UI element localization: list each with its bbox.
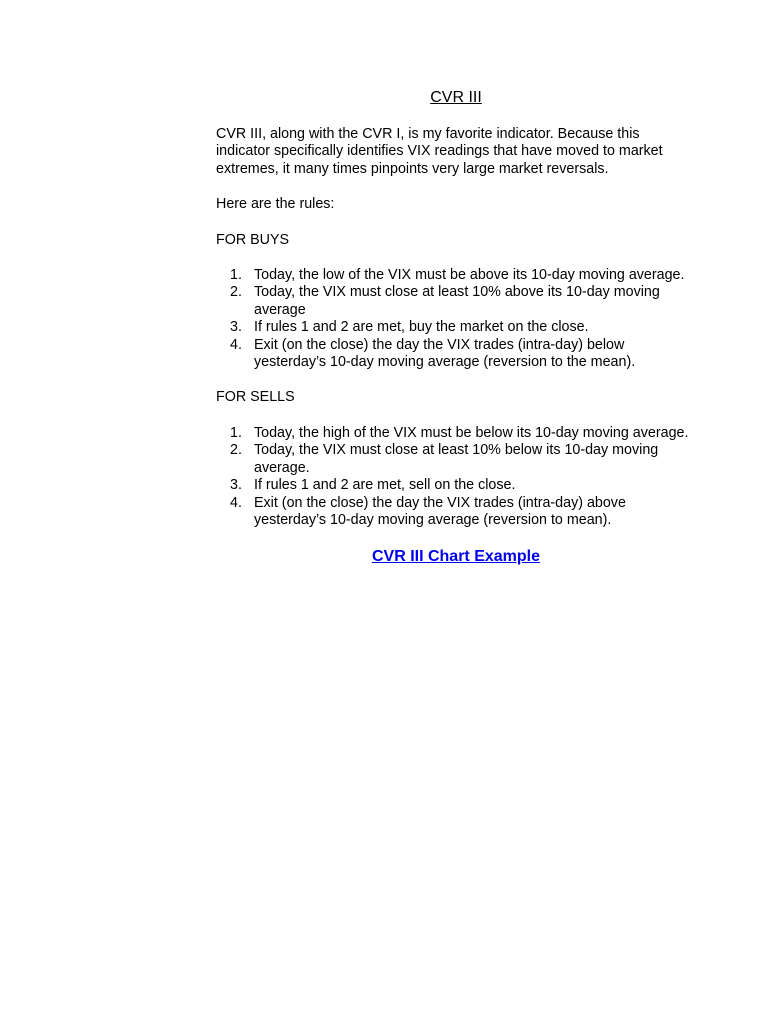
sells-heading: FOR SELLS [216, 389, 295, 406]
rules-intro: Here are the rules: [216, 196, 335, 213]
list-item [216, 477, 696, 494]
list-item [216, 319, 696, 336]
list-number: 4. [230, 494, 242, 511]
list-number: 4. [230, 336, 242, 353]
list-item [216, 337, 696, 372]
buys-heading: FOR BUYS [216, 231, 290, 248]
page-title: CVR III [430, 89, 482, 106]
list-text: Today, the low of the VIX must be above its 10-day moving average. [254, 267, 685, 284]
list-item [216, 284, 696, 319]
list-item [216, 425, 696, 442]
list-item [216, 495, 696, 530]
list-number: 3. [230, 477, 242, 494]
sell-rules-list [216, 425, 696, 529]
list-number: 3. [230, 319, 242, 336]
list-text: Today, the VIX must close at least 10% above its 10-day moving average [254, 284, 660, 318]
list-text: Today, the VIX must close at least 10% below its 10-day moving average. [254, 442, 659, 476]
chart-example-link[interactable]: CVR III Chart Example [371, 548, 541, 566]
intro-paragraph: CVR III, along with the CVR I, is my favorite indicator. Because this indicator specifically identifies VIX readings that have moved to market extremes, it many times pinpoints very large market reversals. [216, 126, 663, 177]
list-text: Exit (on the close) the day the VIX trades (intra-day) below yesterday’s 10-day moving average (reversion to the mean). [254, 336, 636, 371]
list-item [216, 267, 696, 284]
list-number: 2. [230, 442, 242, 459]
list-text: If rules 1 and 2 are met, buy the market on the close. [254, 319, 589, 336]
list-number: 1. [230, 424, 242, 441]
list-number: 1. [230, 267, 242, 284]
list-text: Exit (on the close) the day the VIX trades (intra-day) above yesterday’s 10-day moving average (reversion to mean). [254, 494, 626, 528]
list-text: If rules 1 and 2 are met, sell on the close. [254, 477, 516, 494]
document-page [216, 88, 696, 567]
list-text: Today, the high of the VIX must be below its 10-day moving average. [254, 424, 689, 441]
buy-rules-list [216, 267, 696, 371]
chart-link-container [216, 547, 696, 567]
list-number: 2. [230, 284, 242, 301]
list-item [216, 442, 696, 477]
